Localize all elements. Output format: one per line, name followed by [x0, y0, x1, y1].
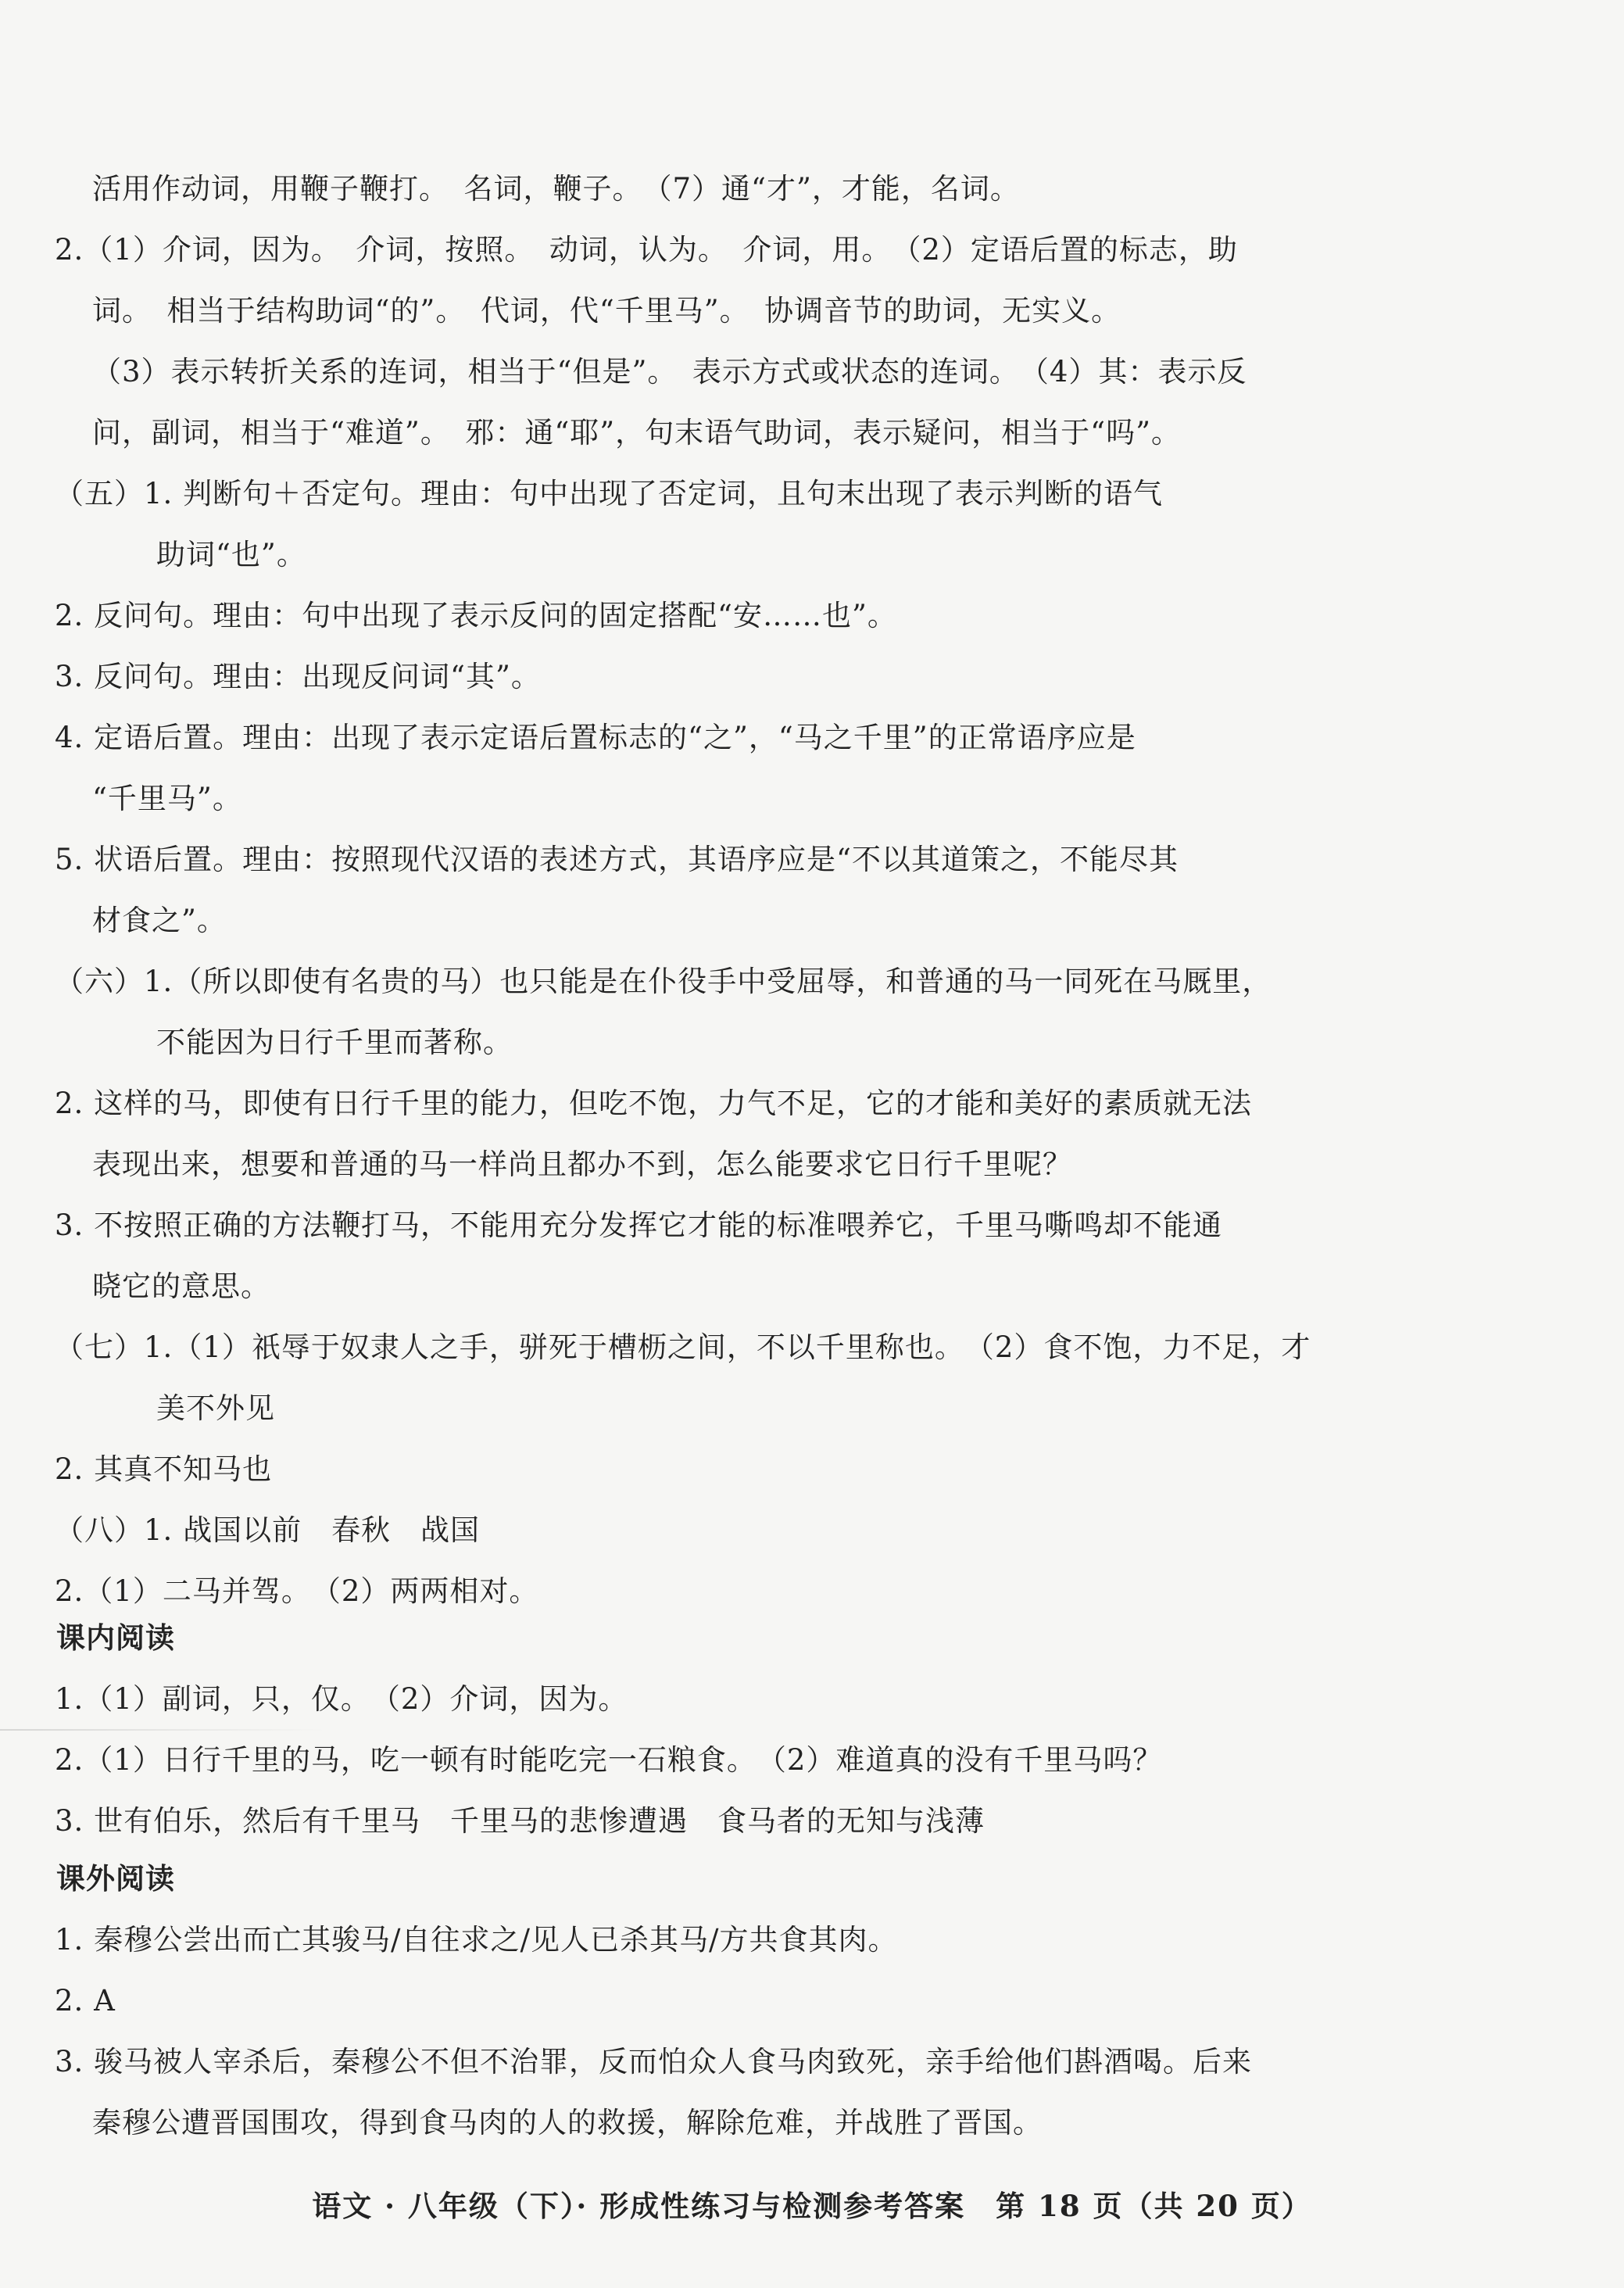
text-line: 美不外见 — [156, 1391, 275, 1425]
section-heading-in-class-reading: 课内阅读 — [56, 1621, 175, 1655]
text-line: 2. 这样的马，即使有日行千里的能力，但吃不饱，力气不足，它的才能和美好的素质就无法 — [55, 1087, 1253, 1120]
text-line: 词。 相当于结构助词“的”。 代词，代“千里马”。 协调音节的助词，无实义。 — [92, 294, 1121, 328]
text-line: 不能因为日行千里而著称。 — [156, 1026, 513, 1059]
text-line: 5. 状语后置。理由：按照现代汉语的表述方式，其语序应是“不以其道策之，不能尽其 — [55, 843, 1179, 876]
text-line: 助词“也”。 — [156, 538, 306, 571]
text-line: 2.（1）介词，因为。 介词，按照。 动词，认为。 介词，用。 （2）定语后置的标志，助 — [55, 233, 1238, 267]
text-line: “千里马”。 — [92, 782, 242, 815]
text-line: 3. 世有伯乐，然后有千里马 千里马的悲惨遭遇 食马者的无知与浅薄 — [55, 1804, 985, 1838]
text-line: 2. 反问句。理由：句中出现了表示反问的固定搭配“安……也”。 — [55, 599, 897, 632]
text-line: 2.（1）日行千里的马，吃一顿有时能吃完一石粮食。 （2）难道真的没有千里马吗？ — [55, 1743, 1163, 1777]
text-line: （八）1. 战国以前 春秋 战国 — [55, 1513, 481, 1547]
section-heading-extra-reading: 课外阅读 — [56, 1862, 175, 1896]
text-line: 3. 不按照正确的方法鞭打马，不能用充分发挥它才能的标准喂养它，千里马嘶鸣却不能通 — [55, 1208, 1223, 1242]
paper-crease — [0, 1729, 328, 1731]
text-line: 材食之”。 — [92, 904, 227, 937]
text-line: （七）1.（1）祇辱于奴隶人之手，骈死于槽枥之间，不以千里称也。 （2）食不饱，力不足，才 — [55, 1330, 1311, 1364]
text-line: 3. 骏马被人宰杀后，秦穆公不但不治罪，反而怕众人食马肉致死，亲手给他们斟酒喝。后来 — [55, 2045, 1253, 2079]
text-line: 1.（1）副词，只，仅。 （2）介词，因为。 — [55, 1682, 628, 1716]
text-line: 2. A — [55, 1984, 116, 2018]
text-line: （3）表示转折关系的连词，相当于“但是”。 表示方式或状态的连词。 （4）其：表示反 — [92, 355, 1247, 388]
text-line: （五）1. 判断句＋否定句。理由：句中出现了否定词，且句末出现了表示判断的语气 — [55, 477, 1164, 510]
text-line: 2. 其真不知马也 — [55, 1452, 273, 1486]
text-line: 2.（1）二马并驾。 （2）两两相对。 — [55, 1574, 539, 1608]
text-line: 晓它的意思。 — [92, 1269, 270, 1303]
text-line: 活用作动词，用鞭子鞭打。 名词，鞭子。 （7）通“才”，才能，名词。 — [92, 172, 1020, 206]
page-footer: 语文 · 八年级（下）· 形成性练习与检测参考答案 第 18 页（共 20 页） — [312, 2189, 1312, 2223]
text-line: 表现出来，想要和普通的马一样尚且都办不到，怎么能要求它日行千里呢？ — [92, 1148, 1072, 1181]
text-line: 3. 反问句。理由：出现反问词“其”。 — [55, 660, 541, 693]
text-line: （六）1.（所以即使有名贵的马）也只能是在仆役手中受屈辱，和普通的马一同死在马厩里， — [55, 965, 1272, 998]
text-line: 秦穆公遭晋国围攻，得到食马肉的人的救援，解除危难，并战胜了晋国。 — [92, 2106, 1043, 2139]
text-line: 1. 秦穆公尝出而亡其骏马/自往求之/见人已杀其马/方共食其肉。 — [55, 1923, 898, 1957]
text-line: 问，副词，相当于“难道”。 邪：通“耶”，句末语气助词，表示疑问，相当于“吗”。 — [92, 416, 1181, 449]
text-line: 4. 定语后置。理由：出现了表示定语后置标志的“之”，“马之千里”的正常语序应是 — [55, 721, 1136, 754]
